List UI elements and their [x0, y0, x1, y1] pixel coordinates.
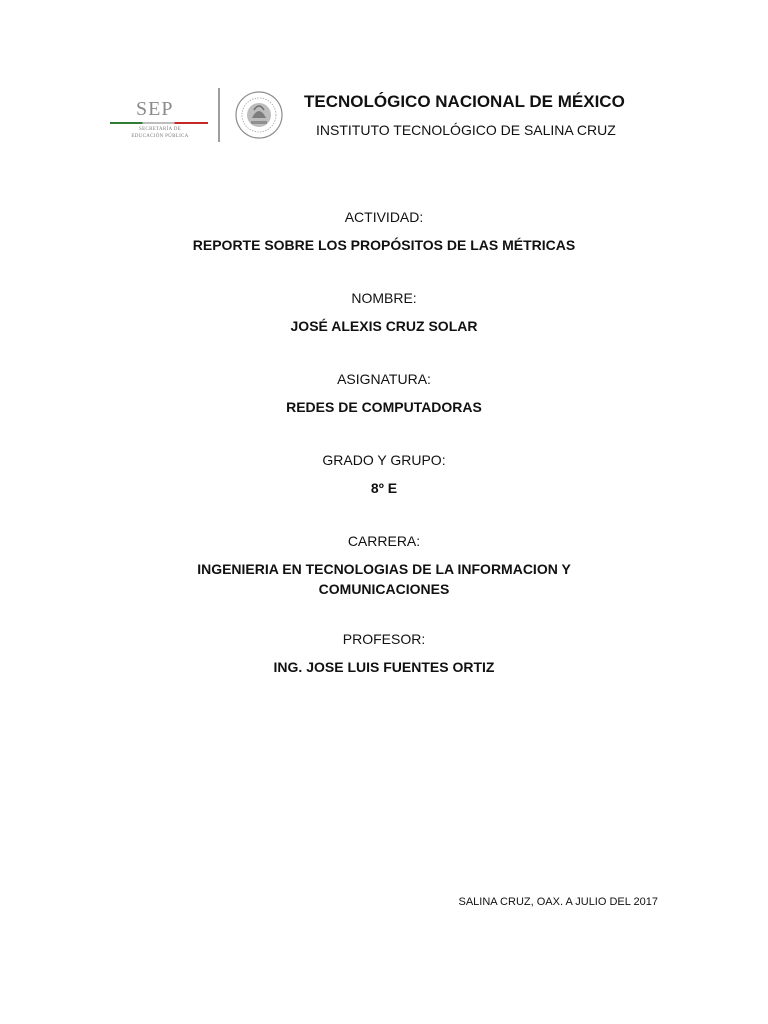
sep-logo-line2: EDUCACIÓN PÚBLICA — [131, 134, 189, 139]
field-value-continued: COMUNICACIONES — [318, 581, 450, 597]
field-value: REPORTE SOBRE LOS PROPÓSITOS DE LAS MÉTRICAS — [192, 237, 576, 253]
field-value: JOSÉ ALEXIS CRUZ SOLAR — [290, 318, 478, 334]
sep-logo — [108, 94, 214, 144]
sep-logo-stripe — [110, 122, 208, 124]
header-divider — [218, 88, 220, 142]
mexico-coat-of-arms-seal-icon — [234, 90, 284, 140]
cover-fields — [0, 208, 768, 676]
place-date-footer: SALINA CRUZ, OAX. A JULIO DEL 2017 — [458, 896, 658, 908]
sep-logo-text: SEP — [136, 98, 174, 120]
field-asignatura — [0, 370, 768, 416]
field-label: NOMBRE: — [351, 290, 417, 306]
field-carrera — [0, 532, 768, 598]
institute-subtitle: INSTITUTO TECNOLÓGICO DE SALINA CRUZ — [316, 122, 616, 138]
field-label: PROFESOR: — [342, 631, 426, 647]
field-grado-grupo — [0, 451, 768, 497]
field-nombre — [0, 289, 768, 335]
field-value: REDES DE COMPUTADORAS — [286, 399, 482, 415]
field-actividad — [0, 208, 768, 254]
field-value: INGENIERIA EN TECNOLOGIAS DE LA INFORMACION Y — [197, 561, 571, 577]
institution-title: TECNOLÓGICO NACIONAL DE MÉXICO — [304, 92, 625, 111]
field-value: ING. JOSE LUIS FUENTES ORTIZ — [273, 659, 495, 675]
sep-logo-line1: SECRETARÍA DE — [139, 127, 181, 132]
field-label: ACTIVIDAD: — [344, 209, 424, 225]
field-value: 8º E — [370, 480, 398, 496]
field-label: CARRERA: — [347, 533, 421, 549]
document-header — [0, 80, 768, 150]
field-label: ASIGNATURA: — [337, 371, 431, 387]
field-profesor — [0, 630, 768, 676]
field-label: GRADO Y GRUPO: — [322, 452, 446, 468]
